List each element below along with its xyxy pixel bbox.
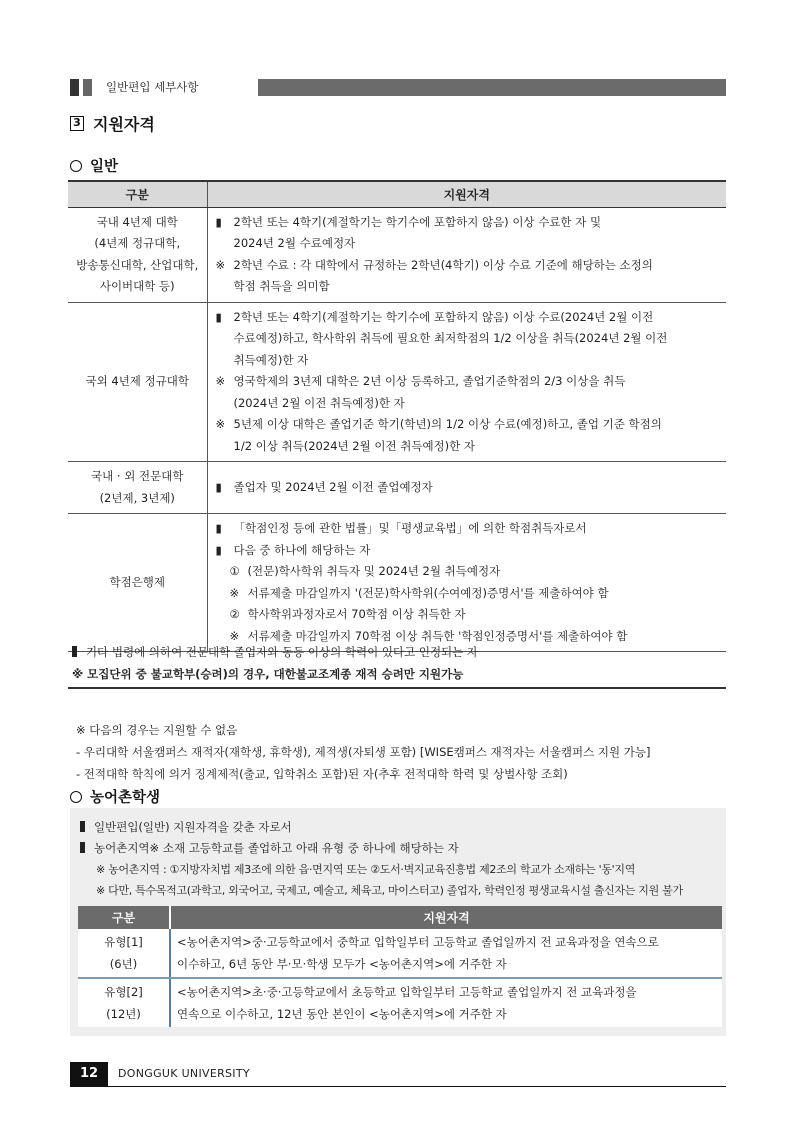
qual-line <box>216 414 721 436</box>
category-line: 사이버대학 등) <box>99 279 175 293</box>
category-line: (6년) <box>109 957 138 971</box>
row-qualification <box>207 514 726 652</box>
line-marker: ※ <box>215 417 226 431</box>
page-number: 12 <box>70 1062 108 1086</box>
qual-line <box>216 328 721 350</box>
row-qualification <box>207 207 726 302</box>
qual-line: 이수하고, 6년 동안 부·모·학생 모두가 <농어촌지역>에 거주한 자 <box>177 957 507 971</box>
category-line: 국내 · 외 전문대학 <box>91 469 184 483</box>
category-line: 학점은행제 <box>109 574 166 589</box>
header-band <box>70 79 726 96</box>
qual-line <box>216 393 721 415</box>
section-title-text: 지원자격 <box>93 115 155 134</box>
exclusion-item: - 전적대학 학칙에 의거 징계제적(출교, 입학취소 포함)된 자(추후 전적대학 학력 및 상벌사항 조회) <box>76 767 568 781</box>
row-qualification <box>170 929 722 978</box>
qual-line <box>216 583 721 605</box>
table-row <box>78 978 722 1027</box>
row-category <box>68 462 207 514</box>
col-header-category: 구분 <box>78 906 170 929</box>
line-marker <box>216 328 234 350</box>
col-header-qualification: 지원자격 <box>207 181 726 207</box>
qual-line <box>216 604 721 626</box>
general-heading-text: 일반 <box>90 159 119 175</box>
line-text: 2024년 2월 수료예정자 <box>233 236 356 250</box>
section-number-box: 3 <box>70 116 84 131</box>
line-marker: ① <box>229 564 240 578</box>
line-marker: ※ <box>215 257 226 272</box>
square-bullet-icon <box>72 646 77 657</box>
qual-line <box>216 255 721 277</box>
row-qualification <box>207 302 726 462</box>
line-marker <box>216 350 234 372</box>
square-bullet-icon <box>80 842 85 853</box>
other-note-text: 기타 법령에 의하여 전문대학 졸업자와 동등 이상의 학력이 있다고 인정되는 자 <box>86 645 479 659</box>
line-marker <box>216 276 234 298</box>
page-footer <box>70 1062 726 1086</box>
rural-line <box>80 817 683 838</box>
line-text: 다음 중 하나에 해당하는 자 <box>233 542 371 557</box>
header-block-dark <box>70 79 79 96</box>
qual-line <box>216 371 721 393</box>
exclusions-block <box>76 719 651 785</box>
line-text: (2024년 2월 이전 취득예정)한 자 <box>233 395 405 410</box>
category-line: 국내 4년제 대학 <box>96 214 178 229</box>
qual-line <box>216 276 721 298</box>
table-header-row <box>68 181 726 207</box>
row-category <box>78 978 170 1027</box>
general-qualification-table <box>68 180 726 652</box>
qual-line: <농어촌지역>중·고등학교에서 중학교 입학일부터 고등학교 졸업일까지 전 교육과정을 연속으로 <box>177 935 659 949</box>
category-line: 국외 4년제 정규대학 <box>85 374 189 388</box>
line-text: 졸업자 및 2024년 2월 이전 졸업예정자 <box>233 479 433 494</box>
qual-line <box>216 436 721 458</box>
qual-line <box>216 233 721 255</box>
qual-line: 연속으로 이수하고, 12년 동안 본인이 <농어촌지역>에 거주한 자 <box>177 1007 507 1021</box>
row-category <box>68 302 207 462</box>
line-text: 영국학제의 3년제 대학은 2년 이상 등록하고, 졸업기준학점의 2/3 이상을 취득 <box>233 374 626 388</box>
line-marker: ▮ <box>215 309 222 324</box>
category-line: (12년) <box>106 1007 141 1021</box>
line-marker <box>216 233 234 255</box>
square-bullet-icon <box>80 821 85 832</box>
other-qualification-note <box>72 642 478 663</box>
qual-line <box>216 212 721 234</box>
line-marker: ▮ <box>215 214 222 229</box>
line-text: 「학점인정 등에 관한 법률」및「평생교육법」에 의한 학점취득자로서 <box>233 521 587 535</box>
row-category <box>78 929 170 978</box>
col-header-qualification: 지원자격 <box>170 906 722 929</box>
section-title <box>70 112 155 135</box>
table-row <box>68 302 726 462</box>
rural-lines <box>80 817 683 901</box>
header-block-mid <box>83 79 92 96</box>
rural-line-text: 농어촌지역※ 소재 고등학교를 졸업하고 아래 유형 중 하나에 해당하는 자 <box>94 841 459 855</box>
line-marker <box>216 393 234 415</box>
line-marker: ※ <box>229 628 240 643</box>
circle-bullet-icon <box>70 160 82 172</box>
qual-line <box>216 477 721 499</box>
line-marker: ② <box>229 607 240 621</box>
rural-qualification-table <box>78 906 722 1027</box>
qual-line <box>216 350 721 372</box>
circle-bullet-icon <box>70 791 82 803</box>
line-text: 취득예정)한 자 <box>233 352 309 367</box>
exclusions-title: ※ 다음의 경우는 지원할 수 없음 <box>76 723 238 737</box>
exclusion-item: - 우리대학 서울캠퍼스 재적자(재학생, 휴학생), 제적생(자퇴생 포함) [WISE캠퍼스 재적자는 서울캠퍼스 지원 가능] <box>76 745 651 759</box>
category-line: (2년제, 3년제) <box>99 490 175 505</box>
table-row <box>68 207 726 302</box>
line-text: 2학년 또는 4학기(계절학기는 학기수에 포함하지 않음) 이상 수료(2024년 2월 이전 <box>233 309 654 324</box>
line-text: 서류제출 마감일까지 '(전문)학사학위(수여예정)증명서'를 제출하여야 함 <box>247 585 609 600</box>
category-line: 방송통신대학, 산업대학, <box>76 257 199 272</box>
line-text: 학사학위과정자로서 70학점 이상 취득한 자 <box>247 607 466 621</box>
footer-rule <box>70 1086 726 1087</box>
rural-sub-note: ※ 농어촌지역 : ①지방자치법 제3조에 의한 읍·면지역 또는 ②도서·벽지교육진흥법 제2조의 학교가 소재하는 '동'지역 <box>96 863 636 876</box>
row-qualification <box>170 978 722 1027</box>
col-header-category: 구분 <box>68 181 207 207</box>
line-text: 수료예정)하고, 학사학위 취득에 필요한 최저학점의 1/2 이상을 취득(2024년 2월 이전 <box>233 331 668 345</box>
line-marker: ※ <box>229 585 240 600</box>
table-header-row <box>78 906 722 929</box>
notes-bottom-rule <box>68 687 726 689</box>
line-text: (전문)학사학위 취득자 및 2024년 2월 취득예정자 <box>247 564 501 578</box>
row-qualification <box>207 462 726 514</box>
qual-line <box>216 307 721 329</box>
line-text: 2학년 또는 4학기(계절학기는 학기수에 포함하지 않음) 이상 수료한 자 및 <box>233 214 602 229</box>
qual-line <box>216 518 721 540</box>
line-text: 5년제 이상 대학은 졸업기준 학기(학년)의 1/2 이상 수료(예정)하고, 졸업 기준 학점의 <box>233 417 662 431</box>
rural-line-text: 일반편입(일반) 지원자격을 갖춘 자로서 <box>94 820 292 834</box>
line-text: 1/2 이상 취득(2024년 2월 이전 취득예정)한 자 <box>233 438 476 453</box>
line-text: 학점 취득을 의미함 <box>233 279 330 293</box>
qual-line: <농어촌지역>초·중·고등학교에서 초등학교 입학일부터 고등학교 졸업일까지 전 교육과정을 <box>177 985 637 999</box>
rural-heading <box>70 786 160 807</box>
line-text: 2학년 수료 : 각 대학에서 규정하는 2학년(4학기) 이상 수료 기준에 해당하는 소정의 <box>233 257 653 272</box>
rural-sub-note: ※ 다만, 특수목적고(과학고, 외국어고, 국제고, 예술고, 체육고, 마이스터고) 졸업자, 학력인정 평생교육시설 출신자는 지원 불가 <box>96 884 683 897</box>
line-marker: ▮ <box>215 479 222 494</box>
qual-line <box>216 540 721 562</box>
category-line: (4년제 정규대학, <box>94 236 181 250</box>
general-heading <box>70 155 118 176</box>
rural-line <box>80 838 683 859</box>
university-name: DONGGUK UNIVERSITY <box>118 1067 250 1080</box>
table-row <box>68 462 726 514</box>
table-row <box>78 929 722 978</box>
category-line: 유형[1] <box>104 935 143 949</box>
line-marker: ※ <box>215 374 226 388</box>
line-marker: ▮ <box>215 542 222 557</box>
line-marker: ▮ <box>215 521 222 535</box>
line-marker <box>216 436 234 458</box>
line-text: 서류제출 마감일까지 70학점 이상 취득한 '학점인정증명서'를 제출하여야 함 <box>247 628 628 643</box>
header-band-label: 일반편입 세부사항 <box>106 80 199 94</box>
buddhist-note: ※ 모집단위 중 불교학부(승려)의 경우, 대한불교조계종 재적 승려만 지원가능 <box>72 667 464 681</box>
header-bar <box>258 79 726 96</box>
table-row <box>68 514 726 652</box>
category-line: 유형[2] <box>104 985 143 999</box>
row-category <box>68 207 207 302</box>
qual-line <box>216 561 721 583</box>
row-category <box>68 514 207 652</box>
rural-heading-text: 농어촌학생 <box>90 790 161 806</box>
